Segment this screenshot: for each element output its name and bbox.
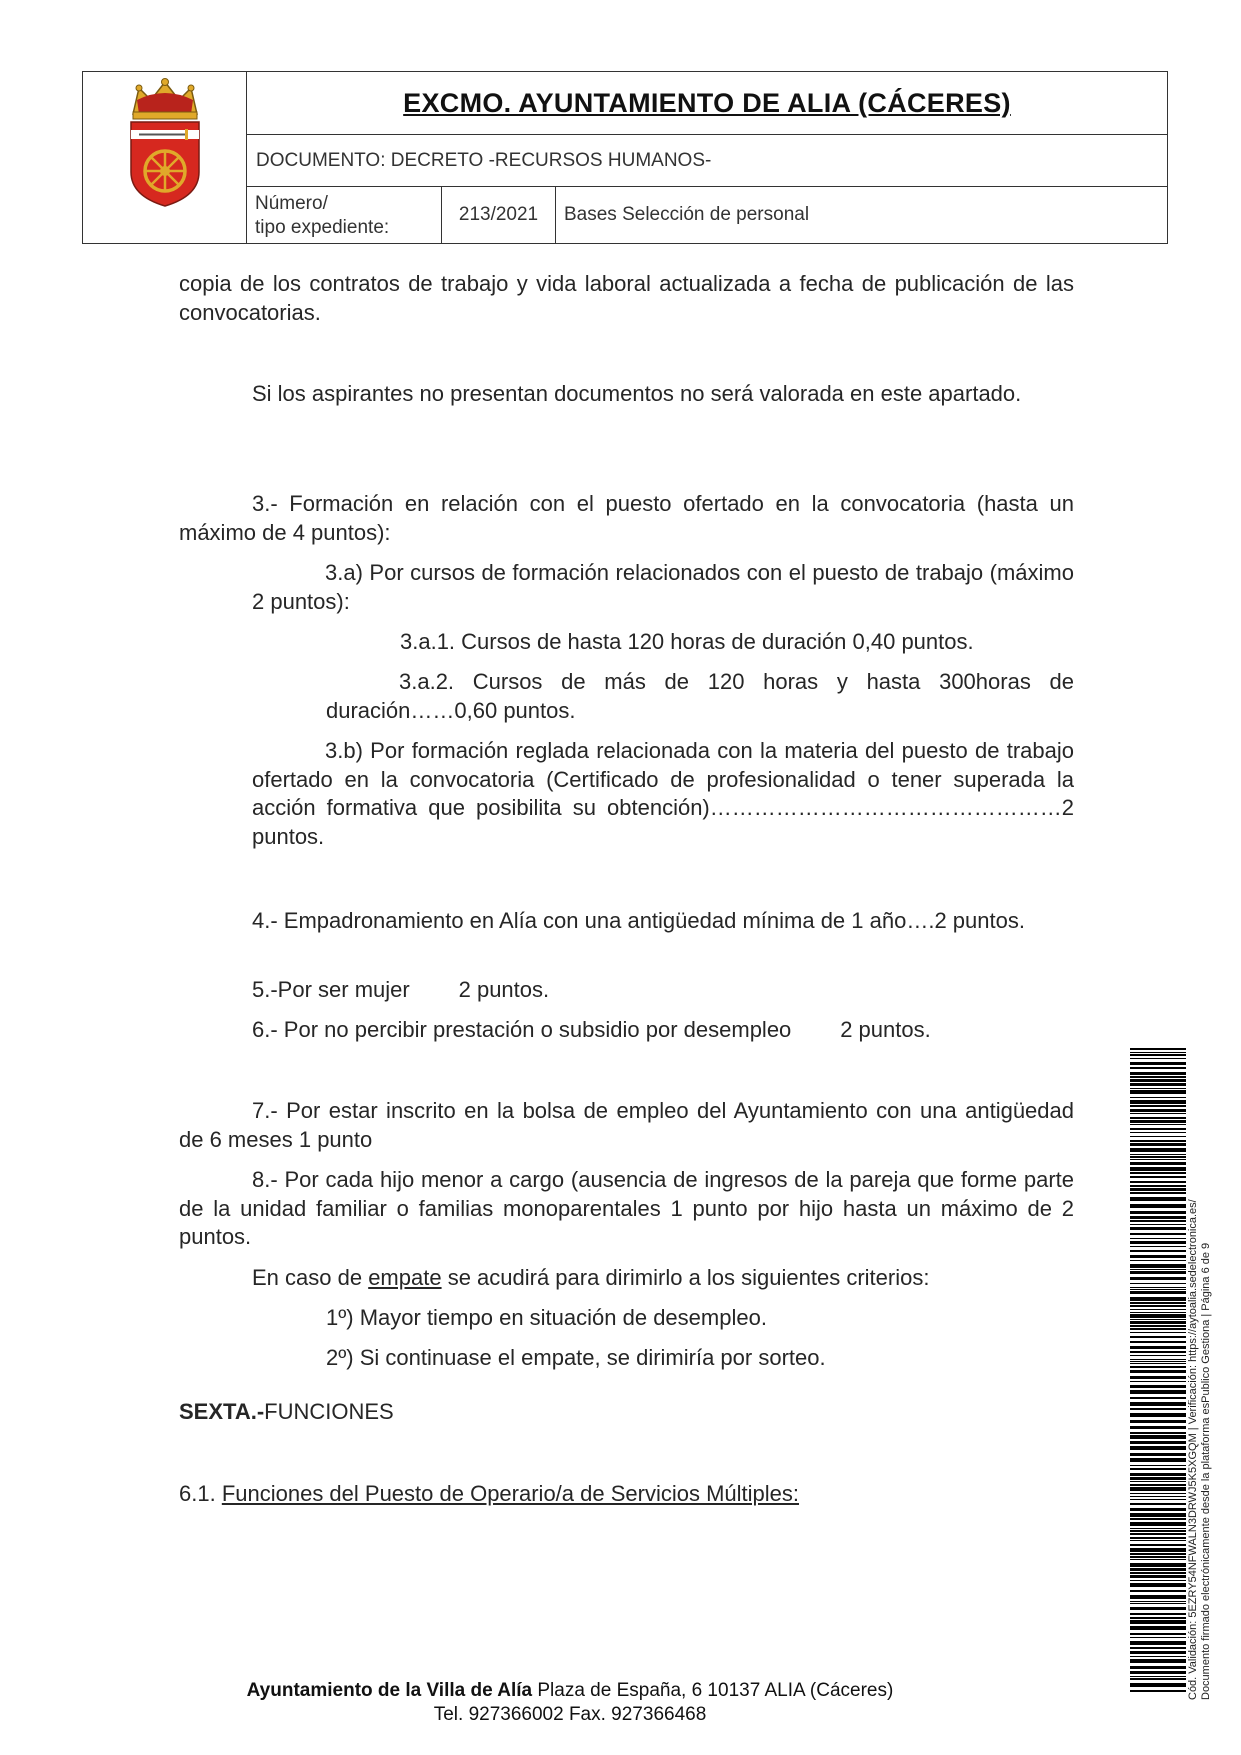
- barcode-bar: [1130, 1633, 1186, 1635]
- barcode-bar: [1130, 1291, 1186, 1294]
- barcode-bar: [1130, 1076, 1186, 1078]
- barcode-bar: [1130, 1528, 1186, 1529]
- paragraph-mujer: 5.-Por ser mujer 2 puntos.: [252, 977, 550, 1002]
- document-header: [82, 71, 1168, 244]
- barcode-bar: [1130, 1305, 1186, 1307]
- barcode-bar: [1130, 1162, 1186, 1165]
- barcode-bar: [1130, 1473, 1186, 1476]
- barcode-bar: [1130, 1637, 1186, 1638]
- barcode-bar: [1130, 1426, 1186, 1429]
- barcode-bar: [1130, 1651, 1186, 1654]
- paragraph-no-documents: Si los aspirantes no presentan documentos no será valorada en este apartado.: [252, 381, 1022, 406]
- barcode-bar: [1130, 1656, 1186, 1657]
- validation-line-2: Documento firmado electrónicamente desde la plataforma esPublico Gestiona | Página 6 de 9: [1200, 1242, 1212, 1700]
- barcode-bar: [1130, 1336, 1186, 1338]
- barcode-bar: [1130, 1568, 1186, 1571]
- barcode-bar: [1130, 1143, 1186, 1146]
- barcode-bar: [1130, 1601, 1186, 1602]
- barcode-bar: [1130, 1435, 1186, 1439]
- barcode-bar: [1130, 1563, 1186, 1567]
- barcode-bar: [1130, 1332, 1186, 1333]
- barcode-bar: [1130, 1537, 1186, 1539]
- barcode-bar: [1130, 1361, 1186, 1362]
- barcode-bar: [1130, 1079, 1186, 1082]
- barcode-bar: [1130, 1136, 1186, 1137]
- barcode-bar: [1130, 1117, 1186, 1119]
- barcode-bar: [1130, 1321, 1186, 1324]
- barcode-bar: [1130, 1227, 1186, 1230]
- barcode-bar: [1130, 1312, 1186, 1313]
- barcode-bar: [1130, 1072, 1186, 1075]
- paragraph-empadronamiento: 4.- Empadronamiento en Alía con una antigüedad mínima de 1 año….2 puntos.: [252, 908, 1025, 933]
- barcode-bar: [1130, 1402, 1186, 1406]
- document-type: DOCUMENTO: DECRETO -RECURSOS HUMANOS-: [256, 149, 712, 171]
- sexta-bold: SEXTA.-: [179, 1399, 265, 1424]
- barcode-bar: [1130, 1204, 1186, 1208]
- barcode-bar: [1130, 1390, 1186, 1394]
- barcode-bar: [1130, 1613, 1186, 1615]
- barcode-bar: [1130, 1453, 1186, 1456]
- file-number-label: [247, 187, 442, 243]
- barcode-bar: [1130, 1499, 1186, 1500]
- tipo-expediente-label: tipo expediente:: [255, 217, 390, 238]
- barcode-bar: [1130, 1181, 1186, 1183]
- barcode-bar: [1130, 1238, 1186, 1239]
- barcode-bar: [1130, 1676, 1186, 1677]
- barcode-bar: [1130, 1264, 1186, 1268]
- barcode-bar: [1130, 1351, 1186, 1353]
- barcode-bar: [1130, 1559, 1186, 1560]
- barcode-bar: [1130, 1058, 1186, 1059]
- item-3a1: 3.a.1. Cursos de hasta 120 horas de duración 0,40 puntos.: [400, 629, 974, 654]
- barcode-bar: [1130, 1319, 1186, 1320]
- barcode-bar: [1130, 1246, 1186, 1247]
- barcode-bar: [1130, 1477, 1186, 1480]
- barcode-bar: [1130, 1224, 1186, 1225]
- barcode-bar: [1130, 1113, 1186, 1114]
- barcode-bar: [1130, 1408, 1186, 1410]
- empate-text-before: En caso de: [252, 1265, 369, 1290]
- barcode-bar: [1130, 1359, 1186, 1360]
- coat-of-arms-logo: [83, 72, 247, 242]
- barcode-bar: [1130, 1441, 1186, 1444]
- barcode-bar: [1130, 1124, 1186, 1125]
- barcode-bar: [1130, 1465, 1186, 1466]
- barcode-bar: [1130, 1250, 1186, 1252]
- barcode-bar: [1130, 1346, 1186, 1349]
- barcode-bar: [1130, 1211, 1186, 1214]
- barcode-bar: [1130, 1553, 1186, 1555]
- barcode-bar: [1130, 1432, 1186, 1434]
- barcode-bar: [1130, 1468, 1186, 1470]
- barcode-bar: [1130, 1271, 1186, 1274]
- barcode-bar: [1130, 1420, 1186, 1423]
- barcode-bar: [1130, 1366, 1186, 1368]
- barcode-bar: [1130, 1128, 1186, 1130]
- barcode-bar: [1130, 1188, 1186, 1191]
- barcode-bar: [1130, 1287, 1186, 1288]
- footer-address: Plaza de España, 6 10137 ALIA (Cáceres): [532, 1680, 894, 1701]
- subsection-title: Funciones del Puesto de Operario/a de Servicios Múltiples:: [221, 1481, 800, 1506]
- file-type-value: Bases Selección de personal: [564, 204, 810, 225]
- barcode-bar: [1130, 1314, 1186, 1318]
- barcode-bar: [1130, 1148, 1186, 1152]
- barcode-bar: [1130, 1172, 1186, 1174]
- file-number-row: [247, 187, 1167, 243]
- barcode-bar: [1130, 1341, 1186, 1343]
- barcode-bar: [1130, 1363, 1186, 1364]
- barcode-bar: [1130, 1683, 1186, 1687]
- empate-underlined: empate: [368, 1265, 442, 1290]
- barcode-bar: [1130, 1156, 1186, 1158]
- barcode-bar: [1130, 1678, 1186, 1680]
- barcode-bar: [1130, 1522, 1186, 1526]
- barcode-bar: [1130, 1140, 1186, 1142]
- sexta-rest: FUNCIONES: [264, 1399, 394, 1424]
- barcode-bar: [1130, 1216, 1186, 1219]
- barcode-bar: [1130, 1100, 1186, 1104]
- barcode-bar: [1130, 1397, 1186, 1399]
- barcode-bar: [1130, 1083, 1186, 1086]
- barcode-bar: [1130, 1370, 1186, 1373]
- footer-line-1: [0, 1680, 1140, 1702]
- barcode-bar: [1130, 1277, 1186, 1280]
- empate-text-after: se acudirá para dirimirlo a los siguientes criterios:: [441, 1265, 930, 1290]
- barcode-bar: [1130, 1530, 1186, 1532]
- barcode-bar: [1130, 1376, 1186, 1379]
- barcode-bar: [1130, 1413, 1186, 1417]
- paragraph-bolsa-empleo: 7.- Por estar inscrito en la bolsa de empleo del Ayuntamiento con una antigüedad de 6 meses 1 punto: [179, 1098, 1074, 1152]
- barcode-bar: [1130, 1109, 1186, 1112]
- subsection-6-1: [179, 1480, 1074, 1509]
- barcode-bar: [1130, 1167, 1186, 1171]
- barcode-bar: [1130, 1192, 1186, 1194]
- criterion-1: 1º) Mayor tiempo en situación de desempleo.: [326, 1305, 767, 1330]
- paragraph-desempleo: 6.- Por no percibir prestación o subsidio por desempleo 2 puntos.: [252, 1017, 931, 1042]
- barcode-bar: [1130, 1484, 1186, 1486]
- barcode-bar: [1130, 1120, 1186, 1123]
- barcode-bar: [1130, 1533, 1186, 1535]
- barcode-bar: [1130, 1289, 1186, 1290]
- barcode-bar: [1130, 1503, 1186, 1505]
- barcode-bar: [1130, 1260, 1186, 1261]
- barcode-bar: [1130, 1540, 1186, 1541]
- barcode-bar: [1130, 1446, 1186, 1450]
- barcode-bar: [1130, 1062, 1186, 1065]
- barcode-bar: [1130, 1105, 1186, 1107]
- barcode-bar: [1130, 1493, 1186, 1494]
- validation-line-1: Cód. Validación: 5EZRY54NFWALN3DRWJ5K5XGQM | Verificación: https://aytoalia.sedelectronica.es/: [1187, 1199, 1199, 1700]
- barcode-bar: [1130, 1603, 1186, 1604]
- file-number-value: 213/2021: [442, 187, 556, 243]
- municipality-title: EXCMO. AYUNTAMIENTO DE ALIA (CÁCERES): [403, 87, 1011, 118]
- document-type-row: [247, 135, 1167, 187]
- barcode-bar: [1130, 1185, 1186, 1187]
- logo-cell: [83, 72, 247, 243]
- barcode-bar: [1130, 1381, 1186, 1382]
- barcode-bar: [1130, 1518, 1186, 1520]
- barcode-bar: [1130, 1090, 1186, 1094]
- item-3b: 3.b) Por formación reglada relacionada con la materia del puesto de trabajo ofertado en la convocatoria (Certificado de profesionalidad o tener superada la acción formativa que posibilita su obtención)…………………………………………2 puntos.: [252, 738, 1074, 849]
- barcode-bar: [1130, 1641, 1186, 1645]
- barcode-bar: [1130, 1620, 1186, 1624]
- barcode-bar: [1130, 1067, 1186, 1069]
- barcode-bar: [1130, 1607, 1186, 1610]
- barcode-bar: [1130, 1481, 1186, 1482]
- barcode-bar: [1130, 1255, 1186, 1258]
- barcode-bar: [1130, 1583, 1186, 1587]
- barcode-bar: [1130, 1088, 1186, 1089]
- paragraph-contracts: copia de los contratos de trabajo y vida laboral actualizada a fecha de publicación de las convocatorias.: [179, 271, 1074, 325]
- barcode-bar: [1130, 1097, 1186, 1098]
- barcode-bar: [1130, 1544, 1186, 1546]
- barcode-bar: [1130, 1626, 1186, 1630]
- barcode-bar: [1130, 1325, 1186, 1327]
- barcode-bar: [1130, 1556, 1186, 1558]
- barcode-bar: [1130, 1283, 1186, 1284]
- validation-text: [1187, 1040, 1213, 1700]
- barcode-bar: [1130, 1575, 1186, 1578]
- barcode-bar: [1130, 1054, 1186, 1056]
- barcode-bar: [1130, 1355, 1186, 1356]
- barcode-bar: [1130, 1590, 1186, 1592]
- item-3a2: 3.a.2. Cursos de más de 120 horas y hasta 300horas de duración……0,60 puntos.: [326, 669, 1074, 723]
- footer-line-2: Tel. 927366002 Fax. 927366468: [433, 1704, 707, 1725]
- criterion-2: 2º) Si continuase el empate, se dirimiría por sorteo.: [326, 1345, 826, 1370]
- barcode-bar: [1130, 1666, 1186, 1669]
- barcode-bar: [1130, 1572, 1186, 1574]
- barcode-bar: [1130, 1302, 1186, 1304]
- barcode-bar: [1130, 1548, 1186, 1552]
- barcode-bar: [1130, 1233, 1186, 1235]
- subsection-number: 6.1.: [179, 1481, 222, 1506]
- numero-label: Número/: [255, 193, 328, 214]
- barcode-bar: [1130, 1132, 1186, 1133]
- barcode-bar: [1130, 1659, 1186, 1663]
- barcode-bar: [1130, 1052, 1186, 1053]
- barcode-bar: [1130, 1241, 1186, 1244]
- barcode-bar: [1130, 1176, 1186, 1178]
- barcode-bar: [1130, 1269, 1186, 1270]
- barcode-bar: [1130, 1297, 1186, 1301]
- barcode-bar: [1130, 1647, 1186, 1649]
- section-sexta-heading: [179, 1398, 1074, 1427]
- validation-barcode: [1130, 1048, 1186, 1695]
- barcode-bar: [1130, 1154, 1186, 1155]
- header-title-row: [247, 72, 1167, 135]
- barcode-bar: [1130, 1220, 1186, 1222]
- barcode-bar: [1130, 1671, 1186, 1674]
- paragraph-hijos: 8.- Por cada hijo menor a cargo (ausencia de ingresos de la pareja que forme parte de la unidad familiar o familias monoparentales 1 punto por hijo hasta un máximo de 2 puntos.: [179, 1167, 1074, 1249]
- barcode-bar: [1130, 1690, 1186, 1692]
- barcode-bar: [1130, 1159, 1186, 1160]
- barcode-bar: [1130, 1197, 1186, 1201]
- barcode-bar: [1130, 1617, 1186, 1619]
- barcode-bar: [1130, 1513, 1186, 1517]
- item-3a: 3.a) Por cursos de formación relacionados con el puesto de trabajo (máximo 2 puntos):: [252, 560, 1074, 614]
- paragraph-empate: [252, 1264, 1074, 1293]
- barcode-bar: [1130, 1487, 1186, 1491]
- barcode-bar: [1130, 1048, 1186, 1050]
- barcode-bar: [1130, 1508, 1186, 1511]
- paragraph-formacion: 3.- Formación en relación con el puesto ofertado en la convocatoria (hasta un máximo de 4 puntos):: [179, 491, 1074, 545]
- barcode-bar: [1130, 1309, 1186, 1310]
- barcode-bar: [1130, 1496, 1186, 1497]
- barcode-bar: [1130, 1385, 1186, 1388]
- barcode-bar: [1130, 1580, 1186, 1581]
- footer-org-name: Ayuntamiento de la Villa de Alía: [246, 1680, 533, 1701]
- barcode-bar: [1130, 1458, 1186, 1462]
- barcode-bar: [1130, 1328, 1186, 1330]
- barcode-bar: [1130, 1595, 1186, 1599]
